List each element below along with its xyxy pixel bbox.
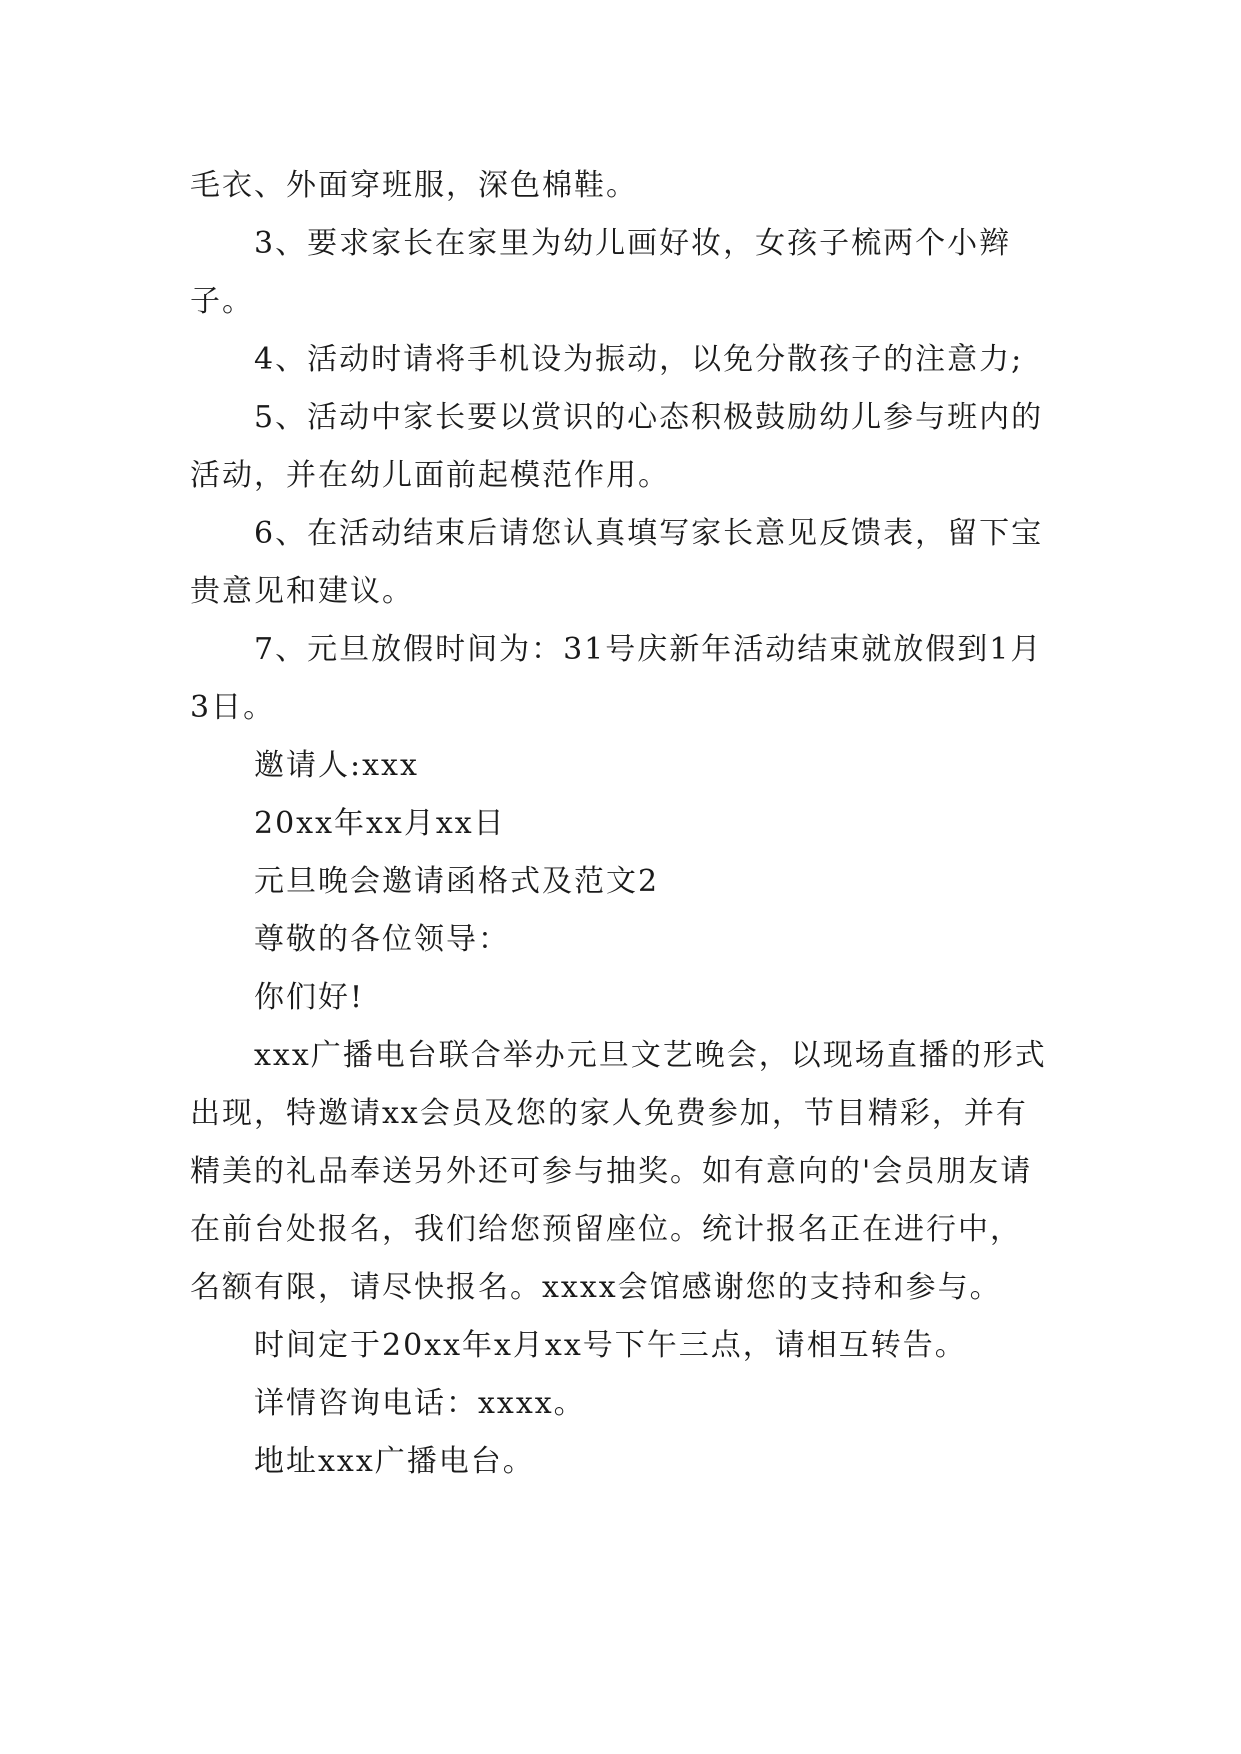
event-time: 时间定于20xx年x月xx号下午三点，请相互转告。	[254, 1328, 967, 1363]
greeting: 你们好!	[254, 980, 365, 1015]
contact-phone: 详情咨询电话：xxxx。	[254, 1386, 586, 1421]
address: 地址xxx广播电台。	[254, 1444, 535, 1479]
signature-inviter: 邀请人:xxx	[254, 748, 419, 783]
salutation: 尊敬的各位领导：	[254, 922, 510, 957]
paragraph: xxx广播电台联合举办元旦文艺晚会，以现场直播的形式出现，特邀请xx会员及您的家人免费参加，节目精彩，并有精美的礼品奉送另外还可参与抽奖。如有意向的'会员朋友请在前台处报名，我们给您预留座位。统计报名正在进行中，名额有限，请尽快报名。xxxx会馆感谢您的支持和参与。	[190, 1038, 1047, 1305]
paragraph: 6、在活动结束后请您认真填写家长意见反馈表，留下宝贵意见和建议。	[190, 516, 1044, 609]
section-title: 元旦晚会邀请函格式及范文2	[254, 864, 660, 899]
signature-date: 20xx年xx月xx日	[254, 806, 506, 841]
paragraph: 4、活动时请将手机设为振动，以免分散孩子的注意力;	[254, 342, 1024, 377]
document-body	[190, 157, 1050, 1491]
paragraph: 7、元旦放假时间为：31号庆新年活动结束就放假到1月3日。	[190, 632, 1043, 725]
paragraph: 毛衣、外面穿班服，深色棉鞋。	[190, 168, 638, 203]
paragraph: 3、要求家长在家里为幼儿画好妆，女孩子梳两个小辫子。	[190, 226, 1012, 319]
paragraph: 5、活动中家长要以赏识的心态积极鼓励幼儿参与班内的活动，并在幼儿面前起模范作用。	[190, 400, 1044, 493]
